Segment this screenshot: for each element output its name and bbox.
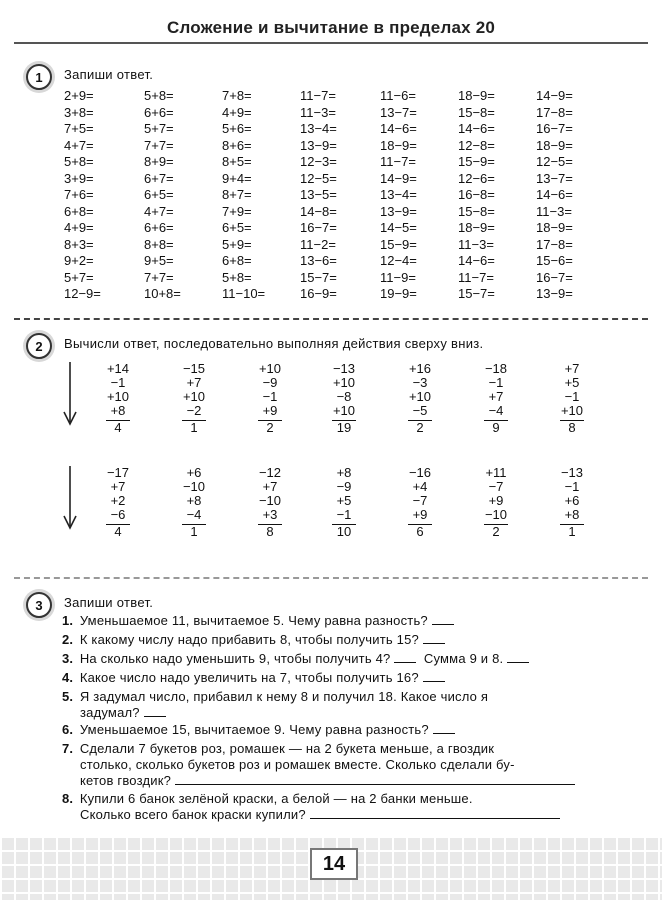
chain-step: +9 [262, 403, 278, 418]
chain-result[interactable]: 10 [332, 524, 356, 539]
question-3: 3. На сколько надо уменьшить 9, чтобы получить 4? Сумма 9 и 8. [62, 651, 622, 667]
expression-cell[interactable]: 18−9= [536, 220, 573, 235]
answer-blank[interactable] [394, 652, 416, 663]
answer-line[interactable] [310, 808, 560, 819]
calc-chain [248, 362, 292, 435]
chain-step: −4 [488, 403, 504, 418]
expression-cell[interactable]: 5+6= [222, 121, 252, 136]
calc-chain [398, 466, 442, 539]
expression-column [458, 88, 495, 303]
down-arrow-icon [62, 466, 78, 530]
expression-cell[interactable]: 12−5= [300, 170, 337, 186]
expression-cell[interactable]: 17−8= [536, 236, 573, 252]
chain-result[interactable]: 1 [182, 524, 206, 539]
expression-cell[interactable]: 12−5= [536, 154, 573, 169]
calc-chain [474, 362, 518, 435]
expression-cell[interactable]: 5+7= [64, 269, 94, 285]
expression-cell[interactable]: 6+6= [144, 104, 174, 120]
expression-cell[interactable]: 16−8= [458, 187, 495, 202]
expression-cell[interactable]: 14−6= [536, 187, 573, 202]
chain-step: +10 [332, 375, 356, 390]
chain-step: +10 [332, 403, 356, 418]
chain-step: +9 [412, 507, 428, 522]
chain-step: −1 [262, 389, 278, 404]
chain-step: −18 [484, 361, 508, 376]
exercise-1-instruction: Запиши ответ. [64, 67, 154, 82]
expression-cell[interactable]: 8+8= [144, 236, 174, 252]
expression-cell[interactable]: 6+6= [144, 220, 174, 235]
chain-step: −9 [336, 479, 352, 494]
expression-cell[interactable]: 12−4= [380, 253, 417, 268]
section-divider [14, 577, 648, 579]
chain-step: +8 [564, 507, 580, 522]
question-8: 8. Купили 6 банок зелёной краски, а белой — на 2 банки меньше. Сколько всего банок краски купили? [62, 791, 622, 823]
expression-cell[interactable]: 6+5= [144, 187, 174, 202]
chain-step: −3 [412, 375, 428, 390]
expression-cell[interactable]: 6+5= [222, 220, 252, 235]
chain-step: −1 [488, 375, 504, 390]
expression-cell[interactable]: 16−7= [536, 121, 573, 136]
chain-step: +8 [336, 465, 352, 480]
expression-cell[interactable]: 11−2= [300, 236, 336, 252]
expression-cell[interactable]: 15−7= [458, 286, 495, 301]
chain-step: +11 [485, 465, 507, 480]
expression-cell[interactable]: 6+7= [144, 170, 174, 186]
expression-cell[interactable]: 18−9= [380, 137, 417, 153]
chain-result[interactable]: 2 [258, 420, 282, 435]
chain-result[interactable]: 8 [560, 420, 584, 435]
expression-cell[interactable]: 12−6= [458, 170, 495, 186]
calc-chain [172, 466, 216, 539]
expression-cell[interactable]: 6+8= [64, 203, 94, 219]
question-2: 2. К какому числу надо прибавить 8, чтобы получить 15? [62, 632, 622, 648]
expression-cell[interactable]: 7+7= [144, 137, 174, 153]
expression-cell[interactable]: 7+6= [64, 187, 94, 202]
chain-step: +7 [262, 479, 278, 494]
chain-step: +6 [186, 465, 202, 480]
expression-cell[interactable]: 15−6= [536, 253, 573, 268]
expression-cell[interactable]: 8+3= [64, 236, 94, 252]
chain-step: +5 [336, 493, 352, 508]
expression-cell[interactable]: 5+8= [222, 269, 252, 285]
expression-cell[interactable]: 3+9= [64, 170, 94, 186]
calc-chain [172, 362, 216, 435]
chain-step: −6 [110, 507, 126, 522]
chain-step: +2 [110, 493, 126, 508]
expression-cell[interactable]: 14−9= [380, 170, 417, 186]
chain-result[interactable]: 8 [258, 524, 282, 539]
question-5: 5. Я задумал число, прибавил к нему 8 и получил 18. Какое число я задумал? [62, 689, 489, 720]
calc-chain [322, 466, 366, 539]
chain-step: −13 [560, 465, 584, 480]
chain-step: +10 [258, 361, 282, 376]
chain-result[interactable]: 4 [106, 420, 130, 435]
chain-step: −12 [258, 465, 282, 480]
expression-cell[interactable]: 11−7= [300, 88, 336, 103]
chain-step: −17 [106, 465, 130, 480]
expression-cell[interactable]: 9+4= [222, 170, 252, 186]
chain-step: −4 [186, 507, 202, 522]
expression-column [300, 88, 337, 303]
chain-step: +6 [564, 493, 580, 508]
expression-cell[interactable]: 4+9= [222, 104, 252, 120]
question-7: 7. Сделали 7 букетов роз, ромашек — на 2 букета меньше, а гвоздик столько, сколько букетов роз и ромашек вместе. Сколько сделали бу- кетов гвоздик? [62, 741, 622, 789]
down-arrow-icon [62, 362, 78, 426]
expression-cell[interactable]: 2+9= [64, 88, 94, 103]
chain-step: −1 [564, 389, 580, 404]
expression-cell[interactable]: 16−7= [536, 269, 573, 285]
question-1: 1. Уменьшаемое 11, вычитаемое 5. Чему равна разность? [62, 613, 622, 629]
expression-cell[interactable]: 13−4= [380, 187, 417, 202]
chain-result[interactable]: 4 [106, 524, 130, 539]
chain-step: −10 [484, 507, 508, 522]
page-number: 14 [310, 848, 358, 880]
chain-step: +8 [110, 403, 126, 418]
expression-cell[interactable]: 18−9= [458, 220, 495, 235]
chain-step: +16 [408, 361, 432, 376]
section-divider [14, 318, 648, 320]
chain-result[interactable]: 1 [560, 524, 584, 539]
expression-cell[interactable]: 11−7= [380, 154, 416, 169]
calc-chain [474, 466, 518, 539]
chain-step: +9 [488, 493, 504, 508]
calc-chain [248, 466, 292, 539]
expression-cell[interactable]: 8+6= [222, 137, 252, 153]
question-4: 4. Какое число надо увеличить на 7, чтобы получить 16? [62, 670, 622, 686]
chain-result[interactable]: 6 [408, 524, 432, 539]
expression-cell[interactable]: 12−9= [64, 286, 101, 301]
expression-column [380, 88, 417, 303]
expression-cell[interactable]: 11−7= [458, 269, 494, 285]
chain-result[interactable]: 9 [484, 420, 508, 435]
expression-cell[interactable]: 15−8= [458, 104, 495, 120]
title-rule [14, 42, 648, 44]
chain-step: −16 [408, 465, 432, 480]
expression-cell[interactable]: 14−6= [458, 121, 495, 136]
expression-column [222, 88, 265, 303]
chain-step: +10 [408, 389, 432, 404]
answer-blank[interactable] [423, 671, 445, 682]
answer-line[interactable] [175, 774, 575, 785]
expression-cell[interactable]: 11−6= [380, 88, 416, 103]
expression-cell[interactable]: 4+7= [64, 137, 94, 153]
expression-cell[interactable]: 13−6= [300, 253, 337, 268]
chain-step: +7 [110, 479, 126, 494]
expression-cell[interactable]: 10+8= [144, 286, 181, 301]
expression-cell[interactable]: 11−9= [380, 269, 416, 285]
expression-cell[interactable]: 14−9= [536, 88, 573, 103]
expression-cell[interactable]: 13−9= [380, 203, 417, 219]
expression-cell[interactable]: 13−9= [300, 137, 337, 153]
expression-cell[interactable]: 5+8= [144, 88, 174, 103]
expression-cell[interactable]: 12−8= [458, 137, 495, 153]
chain-result[interactable]: 2 [484, 524, 508, 539]
chain-step: −7 [412, 493, 428, 508]
expression-cell[interactable]: 13−9= [536, 286, 573, 301]
expression-cell[interactable]: 16−7= [300, 220, 337, 235]
expression-cell[interactable]: 7+9= [222, 203, 252, 219]
expression-cell[interactable]: 5+7= [144, 121, 174, 136]
chain-step: +8 [186, 493, 202, 508]
expression-cell[interactable]: 9+2= [64, 253, 94, 268]
chain-step: −13 [332, 361, 356, 376]
expression-cell[interactable]: 17−8= [536, 104, 573, 120]
expression-cell[interactable]: 7+5= [64, 121, 94, 136]
chain-step: −1 [564, 479, 580, 494]
expression-column [64, 88, 101, 303]
answer-blank[interactable] [432, 614, 454, 625]
expression-cell[interactable]: 9+5= [144, 253, 174, 268]
expression-cell[interactable]: 14−6= [380, 121, 417, 136]
expression-cell[interactable]: 5+9= [222, 236, 252, 252]
calc-chain [550, 466, 594, 539]
expression-column [536, 88, 573, 303]
expression-cell[interactable]: 18−9= [458, 88, 495, 103]
expression-cell[interactable]: 16−9= [300, 286, 337, 301]
chain-step: +10 [560, 403, 584, 418]
chain-step: −7 [488, 479, 504, 494]
chain-step: +7 [186, 375, 202, 390]
expression-cell[interactable]: 14−8= [300, 203, 337, 219]
expression-cell[interactable]: 5+8= [64, 154, 94, 169]
exercise-3-number: 3 [26, 592, 52, 618]
expression-cell[interactable]: 4+7= [144, 203, 174, 219]
chain-step: −15 [182, 361, 206, 376]
expression-cell[interactable]: 11−3= [300, 104, 336, 120]
chain-result[interactable]: 19 [332, 420, 356, 435]
expression-cell[interactable]: 11−3= [458, 236, 494, 252]
expression-cell[interactable]: 8+7= [222, 187, 252, 202]
page-title: Сложение и вычитание в пределах 20 [167, 18, 495, 37]
expression-cell[interactable]: 12−3= [300, 154, 337, 169]
expression-cell[interactable]: 15−7= [300, 269, 337, 285]
exercise-3-instruction: Запиши ответ. [64, 595, 154, 610]
chain-step: +10 [106, 389, 130, 404]
expression-cell[interactable]: 13−4= [300, 121, 337, 136]
expression-cell[interactable]: 19−9= [380, 286, 417, 301]
exercise-2-instruction: Вычисли ответ, последовательно выполняя действия сверху вниз. [64, 336, 484, 351]
expression-column [144, 88, 181, 303]
question-6: 6. Уменьшаемое 15, вычитаемое 9. Чему равна разность? [62, 722, 622, 738]
expression-cell[interactable]: 8+5= [222, 154, 252, 169]
expression-cell[interactable]: 15−8= [458, 203, 495, 219]
expression-cell[interactable]: 13−5= [300, 187, 337, 202]
exercise-1-number: 1 [26, 64, 52, 90]
exercise-2-number: 2 [26, 333, 52, 359]
expression-cell[interactable]: 8+9= [144, 154, 174, 169]
chain-step: −1 [110, 375, 126, 390]
chain-step: +7 [488, 389, 504, 404]
chain-step: −2 [186, 403, 202, 418]
answer-blank[interactable] [507, 652, 529, 663]
calc-chain [550, 362, 594, 435]
chain-step: −10 [258, 493, 282, 508]
expression-cell[interactable]: 4+9= [64, 220, 94, 235]
calc-chain [96, 362, 140, 435]
chain-result[interactable]: 2 [408, 420, 432, 435]
chain-result[interactable]: 1 [182, 420, 206, 435]
chain-step: +5 [564, 375, 580, 390]
chain-step: −10 [182, 479, 206, 494]
expression-cell[interactable]: 15−9= [458, 154, 495, 169]
chain-step: −5 [412, 403, 428, 418]
chain-step: +4 [412, 479, 428, 494]
chain-step: +10 [182, 389, 206, 404]
chain-step: −9 [262, 375, 278, 390]
expression-cell[interactable]: 3+8= [64, 104, 94, 120]
expression-cell[interactable]: 14−5= [380, 220, 417, 235]
calc-chain [96, 466, 140, 539]
expression-cell[interactable]: 13−7= [380, 104, 417, 120]
expression-cell[interactable]: 7+7= [144, 269, 174, 285]
chain-step: −1 [336, 507, 352, 522]
expression-cell[interactable]: 18−9= [536, 137, 573, 153]
chain-step: −8 [336, 389, 352, 404]
expression-cell[interactable]: 7+8= [222, 88, 252, 103]
expression-cell[interactable]: 14−6= [458, 253, 495, 268]
chain-step: +7 [564, 361, 580, 376]
expression-cell[interactable]: 11−3= [536, 203, 572, 219]
expression-cell[interactable]: 13−7= [536, 170, 573, 186]
calc-chain [322, 362, 366, 435]
answer-blank[interactable] [423, 633, 445, 644]
answer-blank[interactable] [433, 723, 455, 734]
expression-cell[interactable]: 15−9= [380, 236, 417, 252]
answer-blank[interactable] [144, 706, 166, 717]
expression-cell[interactable]: 6+8= [222, 253, 252, 268]
expression-cell[interactable]: 11−10= [222, 286, 266, 301]
chain-step: +14 [106, 361, 130, 376]
chain-step: +3 [262, 507, 278, 522]
calc-chain [398, 362, 442, 435]
